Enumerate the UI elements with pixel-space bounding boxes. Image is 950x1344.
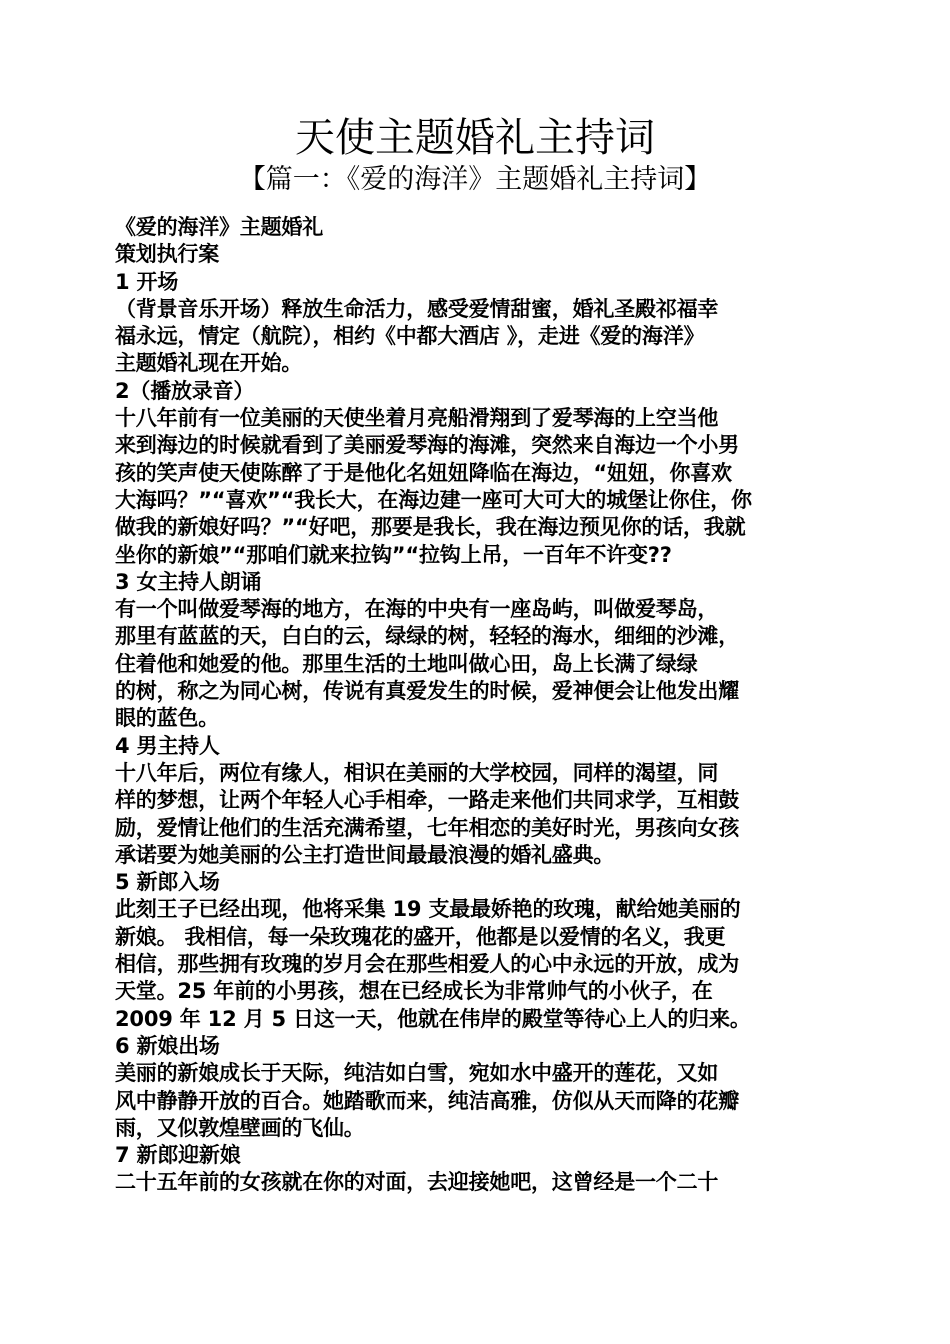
body-line: 2（播放录音） (115, 378, 255, 403)
body-line: 3 女主持人朗诵 (115, 569, 262, 594)
body-line: 2009 年 12 月 5 日这一天，他就在伟岸的殿堂等待心上人的归来。 (115, 1006, 751, 1031)
body-line: 样的梦想，让两个年轻人心手相牵，一路走来他们共同求学，互相鼓 (115, 788, 739, 813)
body-line: 来到海边的时候就看到了美丽爱琴海的海滩，突然来自海边一个小男 (115, 433, 739, 458)
body-line: 十八年前有一位美丽的天使坐着月亮船滑翔到了爱琴海的上空当他 (115, 406, 719, 431)
body-line: 7 新郎迎新娘 (115, 1143, 241, 1168)
body-line: 1 开场 (115, 269, 179, 294)
body-line: 风中静静开放的百合。她踏歌而来，纯洁高雅，仿似从天而降的花瓣 (115, 1088, 739, 1113)
body-line: 二十五年前的女孩就在你的对面，去迎接她吧，这曾经是一个二十 (115, 1170, 719, 1195)
body-line: 承诺要为她美丽的公主打造世间最最浪漫的婚礼盛典。 (115, 842, 615, 867)
document-subtitle: 【篇一：《爱的海洋》主题婚礼主持词】 (238, 164, 712, 195)
body-line: 相信，那些拥有玫瑰的岁月会在那些相爱人的心中永远的开放，成为 (115, 952, 739, 977)
body-line: 住着他和她爱的他。那里生活的土地叫做心田，岛上长满了绿绿 (115, 651, 698, 676)
body-line: 策划执行案 (115, 242, 219, 267)
body-line: 眼的蓝色。 (115, 706, 219, 731)
body-line: 做我的新娘好吗？”“好吧，那要是我长，我在海边预见你的话，我就 (115, 515, 746, 540)
body-line: 孩的笑声使天使陈醉了于是他化名妞妞降临在海边，“妞妞，你喜欢 (115, 460, 732, 485)
body-line: 天堂。25 年前的小男孩，想在已经成长为非常帅气的小伙子，在 (115, 979, 713, 1004)
body-line: 那里有蓝蓝的天，白白的云，绿绿的树，轻轻的海水，细细的沙滩， (115, 624, 739, 649)
body-line: 《爱的海洋》主题婚礼 (115, 215, 323, 239)
body-line: 雨，又似敦煌壁画的飞仙。 (115, 1115, 365, 1140)
body-line: 新娘。 我相信，每一朵玫瑰花的盛开，他都是以爱情的名义，我更 (115, 924, 726, 949)
body-line: 大海吗？”“喜欢”“我长大，在海边建一座可大可大的城堡让你住，你 (115, 487, 752, 512)
document-title: 天使主题婚礼主持词 (295, 115, 655, 161)
body-line: 十八年后，两位有缘人，相识在美丽的大学校园，同样的渴望，同 (115, 760, 719, 785)
body-line: 4 男主持人 (115, 733, 220, 758)
body-line: 有一个叫做爱琴海的地方，在海的中央有一座岛屿，叫做爱琴岛， (115, 597, 719, 622)
body-line: 此刻王子已经出现，他将采集 19 支最最娇艳的玫瑰，献给她美丽的 (115, 897, 741, 922)
body-line: 主题婚礼现在开始。 (115, 351, 303, 376)
body-line: 美丽的新娘成长于天际，纯洁如白雪，宛如水中盛开的莲花，又如 (115, 1061, 719, 1086)
body-line: 励，爱情让他们的生活充满希望，七年相恋的美好时光，男孩向女孩 (115, 815, 739, 840)
body-line: 6 新娘出场 (115, 1033, 220, 1058)
body-line: 福永远，情定（航院），相约《中都大酒店 》，走进《爱的海洋》 (115, 324, 705, 349)
body-line: 的树，称之为同心树，传说有真爱发生的时候，爱神便会让他发出耀 (115, 679, 739, 704)
body-line: 坐你的新娘”“那咱们就来拉钩”“拉钩上吊，一百年不许变?? (115, 542, 672, 567)
body-line: 5 新郎入场 (115, 870, 220, 895)
body-line: （背景音乐开场）释放生命活力，感受爱情甜蜜，婚礼圣殿祁福幸 (115, 296, 719, 321)
document-body (115, 214, 835, 1197)
